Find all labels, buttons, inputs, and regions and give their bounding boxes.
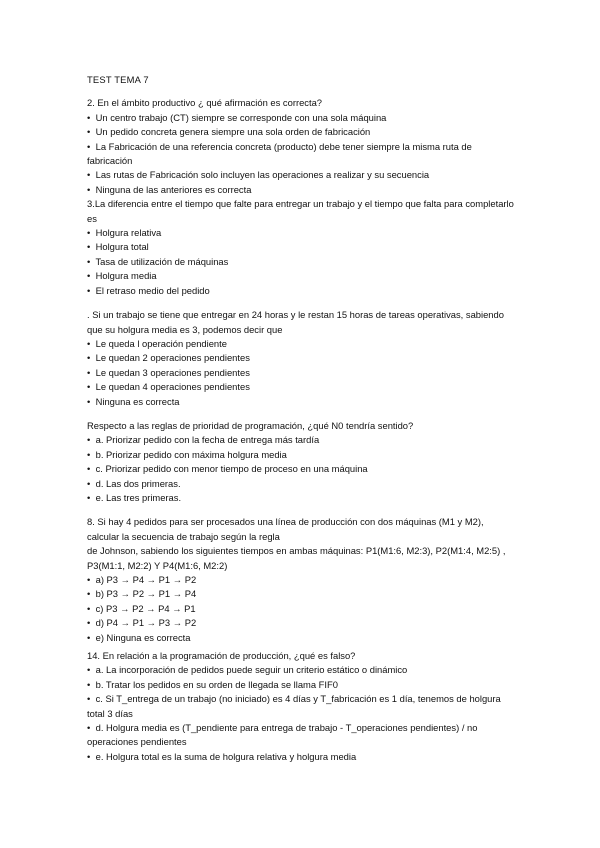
bullet-icon: •	[87, 588, 91, 600]
bullet-icon: •	[87, 255, 91, 267]
bullet-icon: •	[87, 270, 91, 282]
bullet-icon: •	[87, 337, 91, 349]
question-14	[87, 649, 517, 764]
bullet-icon: •	[87, 664, 91, 676]
bullet-icon: •	[87, 678, 91, 690]
option: • Holgura relativa	[87, 226, 517, 240]
bullet-icon: •	[87, 284, 91, 296]
question-14-options	[87, 663, 517, 764]
question-8-text: 8. Si hay 4 pedidos para ser procesados una línea de producción con dos máquinas (M1 y M2), calcular la secuencia de trabajo según la regla	[87, 516, 484, 542]
bullet-icon: •	[87, 602, 91, 614]
option: • Ninguna es correcta	[87, 395, 517, 409]
question-2	[87, 96, 517, 197]
bullet-icon: •	[87, 491, 91, 503]
option: • e. Holgura total es la suma de holgura relativa y holgura media	[87, 750, 517, 764]
option: • b. Tratar los pedidos en su orden de llegada se llama FIF0	[87, 678, 517, 692]
question-4	[87, 308, 517, 409]
bullet-icon: •	[87, 352, 91, 364]
option: • a. Priorizar pedido con la fecha de entrega más tardía	[87, 433, 517, 447]
bullet-icon: •	[87, 366, 91, 378]
option: • Le queda l operación pendiente	[87, 337, 517, 351]
question-8-options	[87, 573, 517, 645]
option: • e) Ninguna es correcta	[87, 631, 517, 645]
bullet-icon: •	[87, 126, 91, 138]
option: • b. Priorizar pedido con máxima holgura media	[87, 448, 517, 462]
question-5-options	[87, 433, 517, 505]
bullet-icon: •	[87, 722, 91, 734]
bullet-icon: •	[87, 140, 91, 152]
option: • Un centro trabajo (CT) siempre se corresponde con una sola máquina	[87, 111, 517, 125]
bullet-icon: •	[87, 169, 91, 181]
question-4-options	[87, 337, 517, 409]
option: • d) P4 → P1 → P3 → P2	[87, 616, 517, 630]
option: • Le quedan 3 operaciones pendientes	[87, 366, 517, 380]
option: • a) P3 → P4 → P1 → P2	[87, 573, 517, 587]
question-8-text-continued: de Johnson, sabiendo los siguientes tiempos en ambas máquinas: P1(M1:6, M2:3), P2(M1:4, M2:5) , P3(M1:1, M2:2) Y P4(M1:6, M2:2)	[87, 545, 506, 571]
option: • b) P3 → P2 → P1 → P4	[87, 587, 517, 601]
spacer	[87, 298, 517, 308]
question-8	[87, 515, 517, 645]
bullet-icon: •	[87, 448, 91, 460]
bullet-icon: •	[87, 631, 91, 643]
option: • Holgura media	[87, 269, 517, 283]
option: • d. Las dos primeras.	[87, 477, 517, 491]
bullet-icon: •	[87, 381, 91, 393]
option: • c. Priorizar pedido con menor tiempo de proceso en una máquina	[87, 462, 517, 476]
option: • Un pedido concreta genera siempre una sola orden de fabricación	[87, 125, 517, 139]
option: • La Fabricación de una referencia concreta (producto) debe tener siempre la misma ruta de fabricación	[87, 140, 472, 167]
bullet-icon: •	[87, 617, 91, 629]
bullet-icon: •	[87, 477, 91, 489]
option: • c. Si T_entrega de un trabajo (no iniciado) es 4 días y T_fabricación es 1 día, tenemos de holgura total 3 días	[87, 693, 501, 719]
question-2-options	[87, 111, 517, 197]
question-3	[87, 197, 517, 298]
spacer	[87, 409, 517, 419]
question-4-text: . Si un trabajo se tiene que entregar en 24 horas y le restan 15 horas de tareas operativas, sabiendo que su holgura media es 3, podemos decir que	[87, 309, 504, 335]
question-3-options	[87, 226, 517, 298]
option: • El retraso medio del pedido	[87, 284, 517, 298]
bullet-icon: •	[87, 463, 91, 475]
option: • Holgura total	[87, 240, 517, 254]
option: • d. Holgura media es (T_pendiente para entrega de trabajo - T_operaciones pendientes) / no operaciones pendientes	[87, 722, 478, 748]
bullet-icon: •	[87, 183, 91, 195]
bullet-icon: •	[87, 227, 91, 239]
question-2-text: 2. En el ámbito productivo ¿ qué afirmación es correcta?	[87, 97, 323, 109]
document-content	[87, 73, 517, 764]
option: • c) P3 → P2 → P4 → P1	[87, 602, 517, 616]
question-3-text: 3.La diferencia entre el tiempo que falte para entregar un trabajo y el tiempo que falta para completarlo es	[87, 198, 514, 224]
spacer	[87, 505, 517, 515]
bullet-icon: •	[87, 395, 91, 407]
document-title: TEST TEMA 7	[87, 74, 149, 85]
bullet-icon: •	[87, 693, 91, 705]
bullet-icon: •	[87, 750, 91, 762]
bullet-icon: •	[87, 241, 91, 253]
option: • a. La incorporación de pedidos puede seguir un criterio estático o dinámico	[87, 663, 517, 677]
option: • Le quedan 4 operaciones pendientes	[87, 380, 517, 394]
option: • Las rutas de Fabricación solo incluyen las operaciones a realizar y su secuencia	[87, 168, 517, 182]
bullet-icon: •	[87, 434, 91, 446]
bullet-icon: •	[87, 111, 91, 123]
option: • Ninguna de las anteriores es correcta	[87, 183, 517, 197]
option: • Le quedan 2 operaciones pendientes	[87, 351, 517, 365]
question-14-text: 14. En relación a la programación de producción, ¿qué es falso?	[87, 650, 356, 662]
question-5-text: Respecto a las reglas de prioridad de programación, ¿qué N0 tendría sentido?	[87, 419, 414, 431]
option: • Tasa de utilización de máquinas	[87, 255, 517, 269]
bullet-icon: •	[87, 574, 91, 585]
question-5	[87, 419, 517, 505]
option: • e. Las tres primeras.	[87, 491, 517, 505]
